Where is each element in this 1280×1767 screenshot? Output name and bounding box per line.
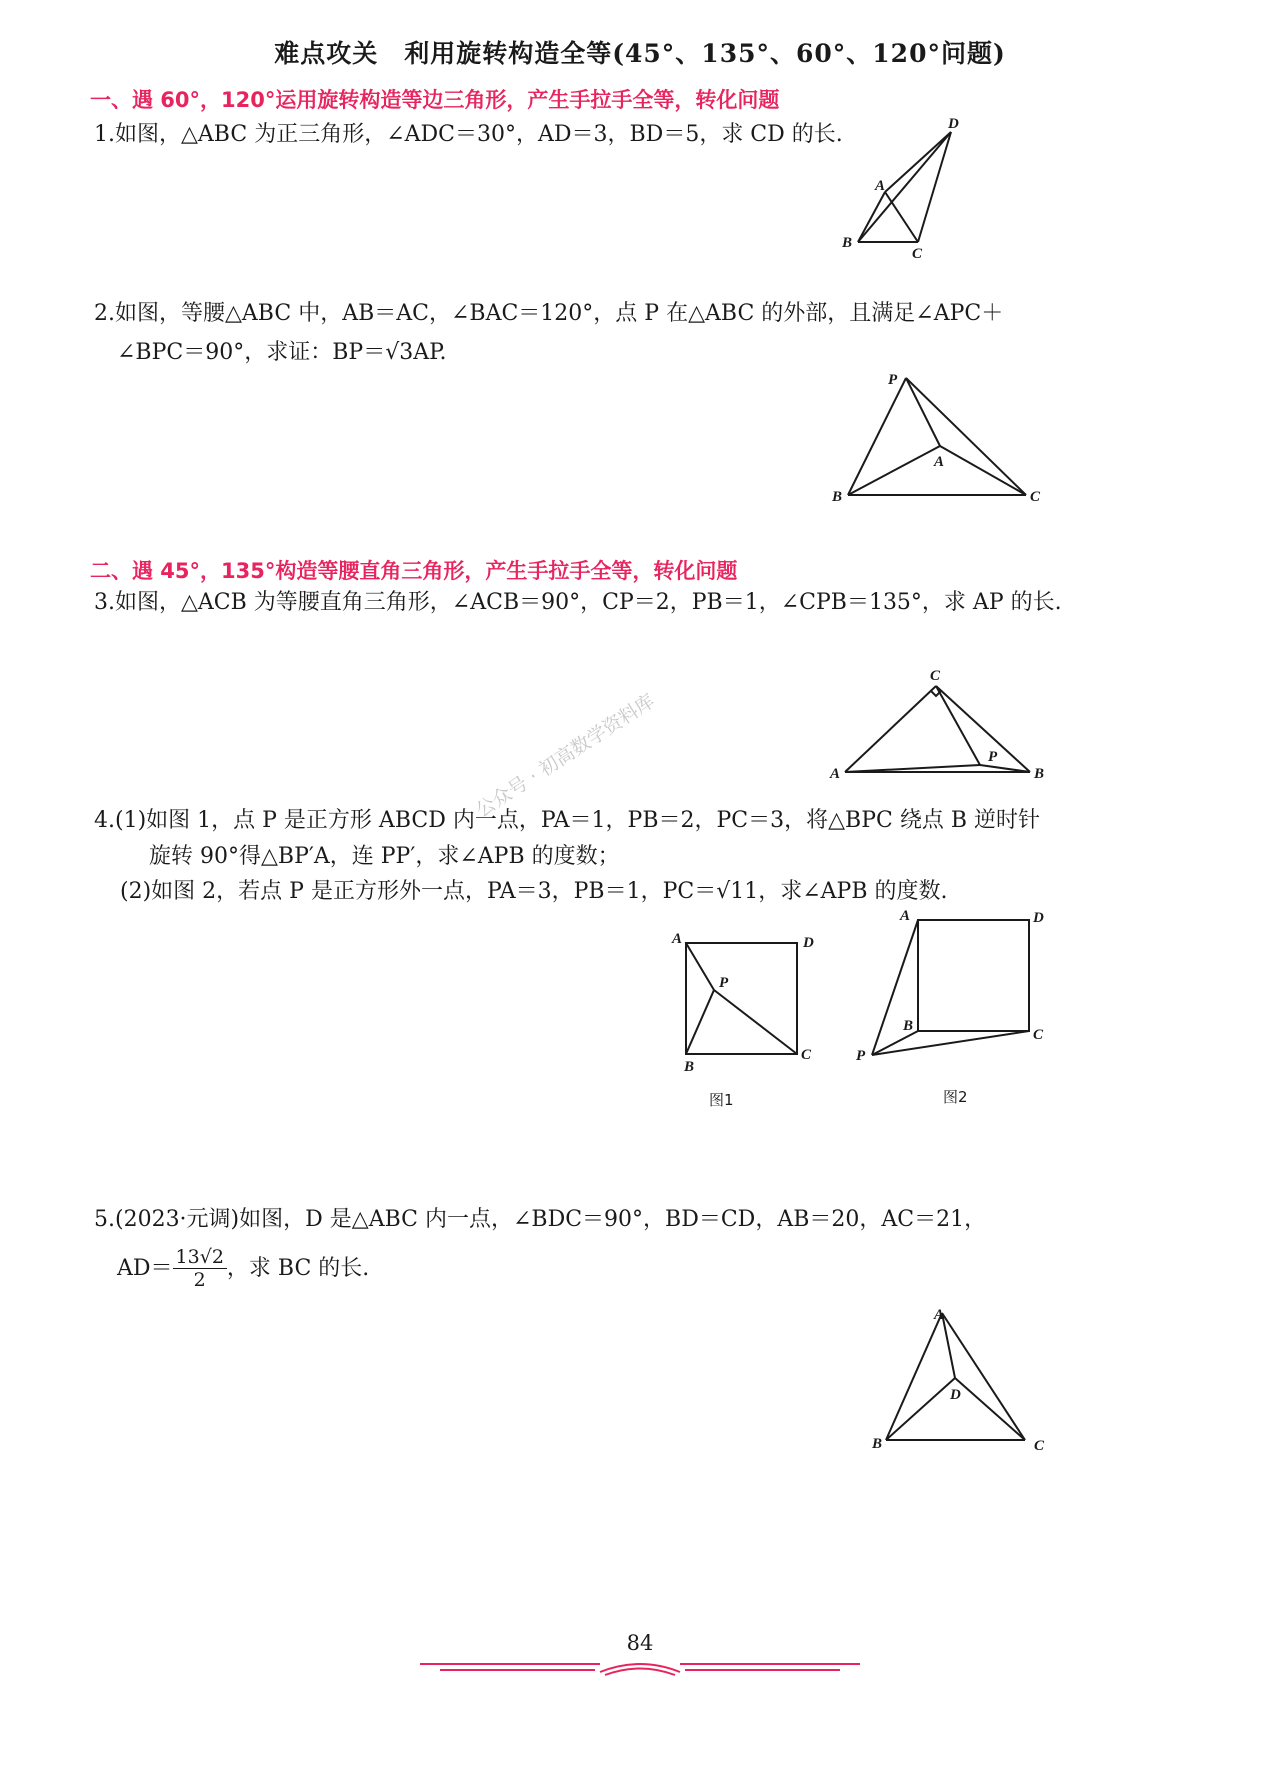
label-D: D — [950, 1387, 961, 1403]
label-B: B — [842, 235, 853, 251]
label-C: C — [801, 1047, 812, 1063]
label-B: B — [832, 489, 843, 505]
label-C: C — [912, 246, 923, 262]
label-A: A — [830, 766, 841, 782]
page-title: 难点攻关 利用旋转构造全等(45°、135°、60°、120°问题) — [274, 39, 1006, 68]
fraction — [173, 1246, 227, 1291]
watermark: 公众号 · 初高数学资料库 — [472, 690, 659, 822]
label-A: A — [934, 1307, 945, 1323]
fraction-numerator: 13√2 — [173, 1246, 227, 1269]
page-number: 84 — [626, 1631, 654, 1655]
problem-1: 1.如图，△ABC 为正三角形，∠ADC＝30°，AD＝3，BD＝5，求 CD 的长. — [94, 122, 843, 147]
label-C: C — [930, 668, 941, 684]
problem-5-line-1: 5.(2023·元调)如图，D 是△ABC 内一点，∠BDC＝90°，BD＝CD，AB＝20，AC＝21， — [94, 1207, 987, 1232]
problem-5-line-2 — [117, 1246, 369, 1291]
figure-problem-4-fig1 — [664, 925, 834, 1080]
problem-2-line-2: ∠BPC＝90°，求证：BP＝√3AP. — [117, 340, 447, 365]
label-C: C — [1030, 489, 1041, 505]
label-D: D — [1033, 910, 1044, 926]
label-A: A — [900, 908, 911, 924]
label-B: B — [903, 1018, 914, 1034]
label-P: P — [719, 975, 729, 991]
label-P: P — [856, 1048, 866, 1064]
label-B: B — [872, 1436, 883, 1452]
label-A: A — [934, 454, 945, 470]
fraction-denominator: 2 — [193, 1269, 206, 1291]
figure-problem-4-fig2 — [848, 900, 1068, 1070]
problem-5-tail-text: ，求 BC 的长. — [226, 1255, 370, 1281]
section-heading-2: 二、遇 45°，135°构造等腰直角三角形，产生手拉手全等，转化问题 — [90, 559, 738, 583]
figure-problem-2 — [820, 360, 1060, 510]
label-A: A — [875, 178, 886, 194]
figure-1-caption: 图1 — [709, 1091, 734, 1109]
section-heading-1: 一、遇 60°，120°运用旋转构造等边三角形，产生手拉手全等，转化问题 — [90, 88, 780, 112]
label-C: C — [1033, 1027, 1044, 1043]
figure-problem-3 — [820, 660, 1060, 790]
label-C: C — [1034, 1438, 1045, 1454]
problem-3: 3.如图，△ACB 为等腰直角三角形，∠ACB＝90°，CP＝2，PB＝1，∠CPB＝135°，求 AP 的长. — [94, 590, 1062, 615]
label-D: D — [803, 935, 814, 951]
problem-4-line-3: (2)如图 2，若点 P 是正方形外一点，PA＝3，PB＝1，PC＝√11，求∠APB 的度数. — [120, 879, 948, 904]
problem-5-ad-text: AD＝ — [117, 1255, 173, 1281]
label-B: B — [684, 1059, 695, 1075]
label-B: B — [1034, 766, 1045, 782]
label-P: P — [888, 372, 898, 388]
label-P: P — [988, 749, 998, 765]
label-D: D — [948, 116, 959, 132]
problem-2-line-1: 2.如图，等腰△ABC 中，AB＝AC，∠BAC＝120°，点 P 在△ABC 的外部，且满足∠APC＋ — [94, 301, 1004, 326]
figure-problem-1 — [830, 110, 980, 270]
figure-2-caption: 图2 — [943, 1088, 968, 1106]
figure-problem-5 — [860, 1295, 1060, 1455]
problem-4-line-1: 4.(1)如图 1，点 P 是正方形 ABCD 内一点，PA＝1，PB＝2，PC＝3，将△BPC 绕点 B 逆时针 — [94, 808, 1040, 833]
problem-4-line-2: 旋转 90°得△BP′A，连 PP′，求∠APB 的度数； — [149, 844, 620, 869]
label-A: A — [672, 931, 683, 947]
